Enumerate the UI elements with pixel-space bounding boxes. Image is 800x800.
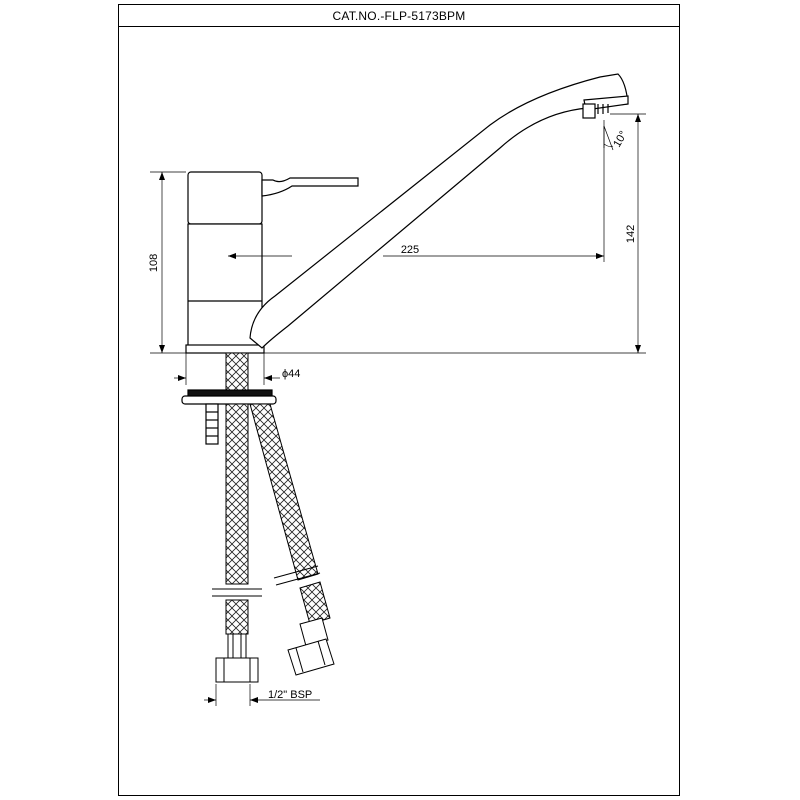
dim-base-diameter: ϕ44 — [282, 368, 301, 380]
supply-hose-right — [250, 404, 334, 675]
dim-reach: 225 — [400, 244, 420, 256]
catalog-number-title: CAT.NO.-FLP-5173BPM — [119, 5, 679, 27]
dim-spout-angle: 10° — [611, 129, 630, 150]
dim-height-body: 108 — [148, 253, 160, 273]
dim-height-total: 142 — [625, 224, 637, 244]
dim-connection: 1/2" BSP — [268, 689, 313, 701]
spout — [250, 74, 628, 348]
handle-lever — [262, 178, 358, 196]
